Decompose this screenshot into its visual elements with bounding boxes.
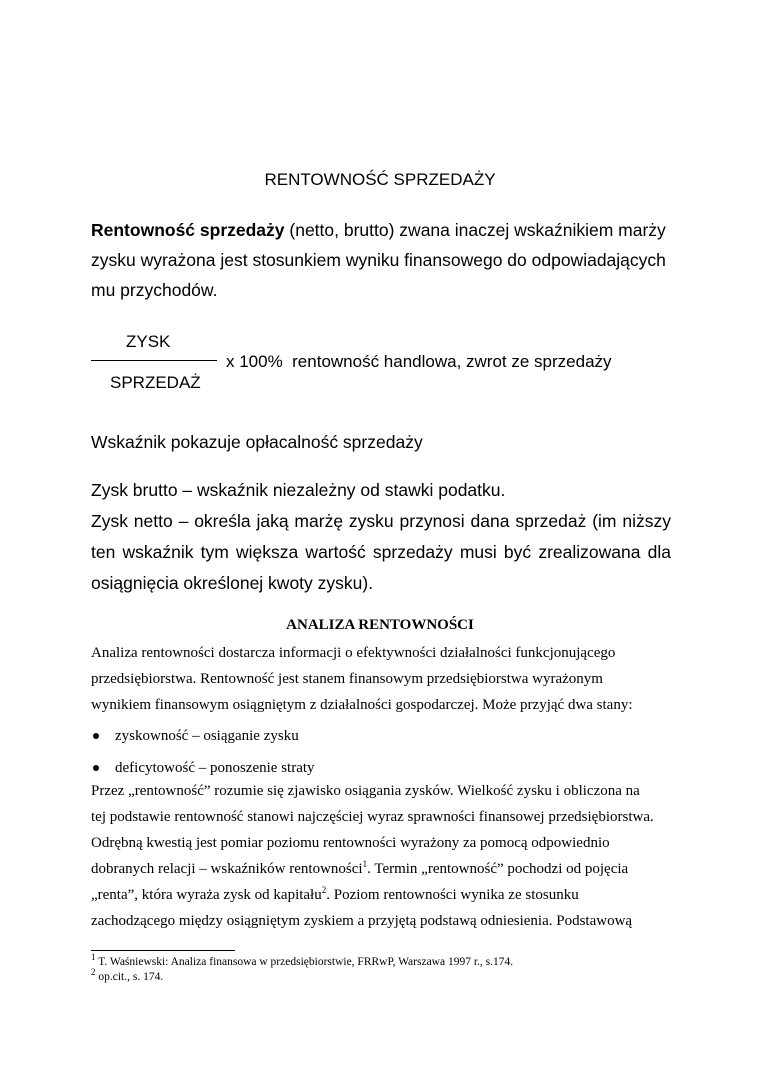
text-line: Analiza rentowności dostarcza informacji o efektywności działalności funkcjonującego [91, 645, 616, 661]
intro-bold-term: Rentowność sprzedaży [91, 220, 285, 240]
text-line: zachodzącego między osiągniętym zyskiem a przyjętą podstawą odniesienia. Podstawową [91, 913, 633, 929]
fraction-bar [91, 360, 217, 361]
footnote-1: $^1$ T. Waśniewski: Analiza finansowa w przedsiębiorstwie, FRRwP, Warszawa 1997 r., s.174. [91, 952, 514, 968]
analysis-paragraph-1 [91, 640, 671, 718]
document-title: RENTOWNOŚĆ SPRZEDAŻY [264, 170, 496, 189]
formula-suffix: x 100% rentowność handlowa, zwrot ze sprzedaży [226, 352, 612, 371]
profit-definitions [91, 475, 671, 599]
indicator-statement: Wskaźnik pokazuje opłacalność sprzedaży [91, 432, 423, 452]
list-item [91, 720, 315, 752]
text-line: Odrębną kwestią jest pomiar poziomu rentowności wyrażony za pomocą odpowiednio [91, 835, 610, 851]
text-line: „renta”, która wyraża zysk od kapitału$^2$. Poziom rentowności wynika ze stosunku [91, 885, 579, 903]
text-line: przedsiębiorstwa. Rentowność jest stanem finansowym przedsiębiorstwa wyrażonym [91, 671, 603, 687]
text-line: wynikiem finansowym osiągniętym z działalności gospodarczej. Może przyjąć dwa stany: [91, 697, 633, 713]
footnote-ref-1[interactable]: 1 [362, 859, 368, 869]
formula-denominator: SPRZEDAŻ [110, 373, 201, 392]
gross-profit-definition: Zysk brutto – wskaźnik niezależny od stawki podatku. [91, 480, 506, 500]
bullet-icon [93, 733, 99, 739]
footnote-separator [91, 950, 235, 951]
bullet-icon [93, 765, 99, 771]
list-item-label: deficytowość – ponoszenie straty [115, 760, 315, 776]
text-line: Przez „rentowność” rozumie się zjawisko osiągania zysków. Wielkość zysku i obliczona na [91, 783, 640, 799]
analysis-paragraph-2 [91, 778, 671, 934]
intro-paragraph [91, 215, 671, 305]
footnote-2: $^2$ op.cit., s. 174. [91, 967, 164, 983]
list-item-label: zyskowność – osiąganie zysku [115, 728, 299, 744]
footnotes [91, 952, 514, 985]
text-line: tej podstawie rentowność stanowi najczęściej wyraz sprawności finansowej przedsiębiorstwa. [91, 809, 654, 825]
formula-numerator: ZYSK [126, 332, 171, 351]
footnote-ref-2[interactable]: 2 [321, 885, 327, 895]
section-heading: ANALIZA RENTOWNOŚCI [286, 617, 474, 633]
net-profit-definition: Zysk netto – określa jaką marżę zysku przynosi dana sprzedaż (im niższy ten wskaźnik tym większa wartość sprzedaży musi być zrealizowana dla osiągnięcia określonej kwoty zysku). [91, 511, 671, 593]
bullet-list [91, 720, 315, 784]
intro-text: (netto, brutto) zwana inaczej wskaźnikiem marży zysku wyrażona jest stosunkiem wyniku finansowego do odpowiadających mu przychodów. [91, 220, 666, 300]
text-line: dobranych relacji – wskaźników rentowności$^1$. Termin „rentowność” pochodzi od pojęcia [91, 859, 629, 877]
